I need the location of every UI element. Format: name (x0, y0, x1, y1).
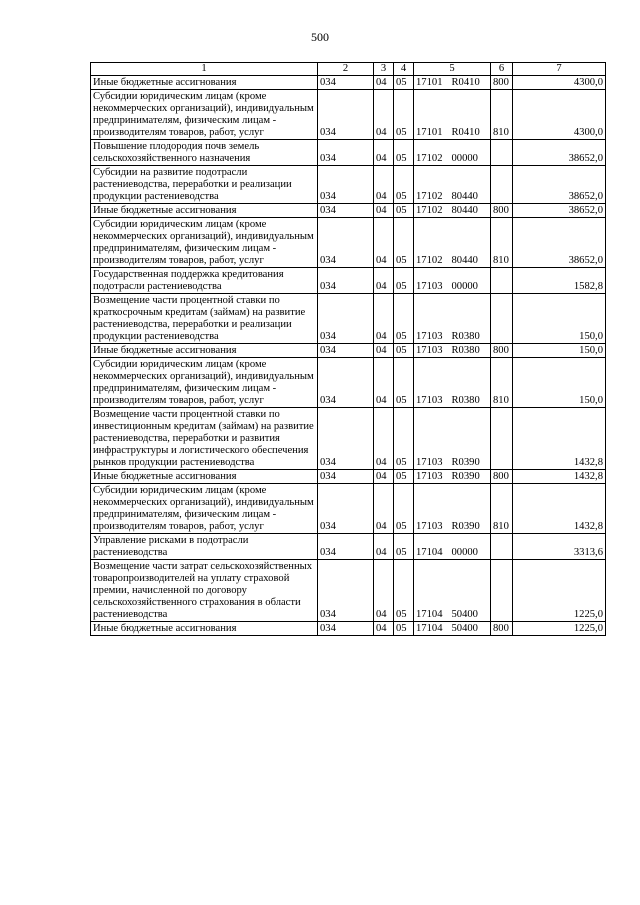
target-article-program: 17103 (416, 345, 443, 356)
header-cell-1: 1 (91, 63, 318, 76)
row-sum-cell: 4300,0 (513, 90, 606, 140)
row-target-article-cell (414, 166, 491, 204)
row-sum-cell: 38652,0 (513, 166, 606, 204)
header-cell-4: 4 (394, 63, 414, 76)
row-ministry-cell: 034 (318, 204, 374, 218)
table-row (91, 268, 606, 294)
table-row (91, 534, 606, 560)
row-ministry-cell: 034 (318, 560, 374, 622)
target-article-program: 17101 (416, 77, 443, 88)
row-name-cell: Возмещение части затрат сельскохозяйственных товаропроизводителей на уплату страховой премии, начисленной по договору сельскохозяйственного страхования в области растениеводства (91, 560, 318, 622)
row-target-article-cell (414, 408, 491, 470)
row-subsection-cell: 05 (394, 90, 414, 140)
row-section-cell: 04 (374, 484, 394, 534)
row-subsection-cell: 05 (394, 294, 414, 344)
row-subsection-cell: 05 (394, 204, 414, 218)
table-row (91, 76, 606, 90)
table-row (91, 622, 606, 636)
target-article-direction: 80440 (451, 191, 478, 202)
row-name-cell: Иные бюджетные ассигнования (91, 344, 318, 358)
row-expense-type-cell: 800 (491, 622, 513, 636)
target-article-direction: R0390 (451, 457, 480, 468)
table-row (91, 218, 606, 268)
table-row (91, 166, 606, 204)
row-ministry-cell: 034 (318, 344, 374, 358)
header-cell-3: 3 (374, 63, 394, 76)
table-row (91, 294, 606, 344)
row-name-cell: Возмещение части процентной ставки по инвестиционным кредитам (займам) на развитие растениеводства, переработки и развития инфраструктуры и логистического обеспечения рынков продукции растениеводства (91, 408, 318, 470)
row-expense-type-cell: 800 (491, 344, 513, 358)
row-expense-type-cell (491, 140, 513, 166)
row-section-cell: 04 (374, 470, 394, 484)
target-article-program: 17103 (416, 281, 443, 292)
row-target-article-cell (414, 268, 491, 294)
table-row (91, 484, 606, 534)
row-ministry-cell: 034 (318, 484, 374, 534)
row-ministry-cell: 034 (318, 268, 374, 294)
table-header-row (91, 63, 606, 76)
row-expense-type-cell: 800 (491, 470, 513, 484)
row-target-article-cell (414, 560, 491, 622)
row-subsection-cell: 05 (394, 358, 414, 408)
target-article-program: 17102 (416, 153, 443, 164)
row-ministry-cell: 034 (318, 622, 374, 636)
row-target-article-cell (414, 140, 491, 166)
header-cell-7: 7 (513, 63, 606, 76)
table-row (91, 408, 606, 470)
target-article-program: 17104 (416, 623, 443, 634)
row-expense-type-cell: 810 (491, 358, 513, 408)
row-section-cell: 04 (374, 560, 394, 622)
target-article-program: 17104 (416, 609, 443, 620)
row-sum-cell: 150,0 (513, 358, 606, 408)
table-row (91, 204, 606, 218)
row-section-cell: 04 (374, 358, 394, 408)
row-ministry-cell: 034 (318, 76, 374, 90)
target-article-direction: 50400 (451, 623, 478, 634)
target-article-direction: R0380 (451, 395, 480, 406)
row-expense-type-cell: 800 (491, 204, 513, 218)
target-article-direction: R0390 (451, 521, 480, 532)
row-subsection-cell: 05 (394, 166, 414, 204)
budget-table (90, 62, 606, 636)
target-article-program: 17103 (416, 395, 443, 406)
row-sum-cell: 150,0 (513, 294, 606, 344)
row-expense-type-cell (491, 408, 513, 470)
target-article-program: 17103 (416, 471, 443, 482)
row-name-cell: Управление рисками в подотрасли растениеводства (91, 534, 318, 560)
row-sum-cell: 1225,0 (513, 560, 606, 622)
row-section-cell: 04 (374, 166, 394, 204)
table-row (91, 344, 606, 358)
row-ministry-cell: 034 (318, 470, 374, 484)
row-name-cell: Субсидии юридическим лицам (кроме некоммерческих организаций), индивидуальным предпринимателям, физическим лицам - производителям товаров, работ, услуг (91, 358, 318, 408)
row-subsection-cell: 05 (394, 76, 414, 90)
row-section-cell: 04 (374, 76, 394, 90)
row-target-article-cell (414, 76, 491, 90)
row-section-cell: 04 (374, 408, 394, 470)
row-section-cell: 04 (374, 534, 394, 560)
row-expense-type-cell (491, 294, 513, 344)
row-expense-type-cell (491, 534, 513, 560)
row-subsection-cell: 05 (394, 622, 414, 636)
table-row (91, 358, 606, 408)
row-expense-type-cell (491, 560, 513, 622)
row-subsection-cell: 05 (394, 344, 414, 358)
row-section-cell: 04 (374, 622, 394, 636)
header-cell-5: 5 (414, 63, 491, 76)
row-target-article-cell (414, 344, 491, 358)
row-sum-cell: 38652,0 (513, 218, 606, 268)
row-target-article-cell (414, 218, 491, 268)
row-name-cell: Субсидии юридическим лицам (кроме некоммерческих организаций), индивидуальным предпринимателям, физическим лицам - производителям товаров, работ, услуг (91, 484, 318, 534)
table-row (91, 140, 606, 166)
row-target-article-cell (414, 470, 491, 484)
target-article-program: 17103 (416, 331, 443, 342)
row-subsection-cell: 05 (394, 408, 414, 470)
row-name-cell: Иные бюджетные ассигнования (91, 204, 318, 218)
target-article-direction: 50400 (451, 609, 478, 620)
row-target-article-cell (414, 534, 491, 560)
row-sum-cell: 1432,8 (513, 470, 606, 484)
row-ministry-cell: 034 (318, 218, 374, 268)
row-target-article-cell (414, 358, 491, 408)
target-article-direction: 00000 (451, 153, 478, 164)
row-name-cell: Иные бюджетные ассигнования (91, 622, 318, 636)
target-article-direction: R0380 (451, 345, 480, 356)
row-ministry-cell: 034 (318, 358, 374, 408)
row-sum-cell: 38652,0 (513, 204, 606, 218)
target-article-direction: R0390 (451, 471, 480, 482)
row-name-cell: Государственная поддержка кредитования подотрасли растениеводства (91, 268, 318, 294)
row-section-cell: 04 (374, 90, 394, 140)
row-subsection-cell: 05 (394, 534, 414, 560)
row-target-article-cell (414, 90, 491, 140)
row-expense-type-cell: 800 (491, 76, 513, 90)
target-article-program: 17101 (416, 127, 443, 138)
row-section-cell: 04 (374, 204, 394, 218)
header-cell-6: 6 (491, 63, 513, 76)
row-sum-cell: 38652,0 (513, 140, 606, 166)
target-article-direction: R0410 (451, 77, 480, 88)
row-expense-type-cell (491, 166, 513, 204)
row-section-cell: 04 (374, 218, 394, 268)
row-subsection-cell: 05 (394, 484, 414, 534)
row-sum-cell: 1432,8 (513, 408, 606, 470)
row-expense-type-cell (491, 268, 513, 294)
row-expense-type-cell: 810 (491, 218, 513, 268)
row-section-cell: 04 (374, 140, 394, 166)
row-subsection-cell: 05 (394, 470, 414, 484)
row-subsection-cell: 05 (394, 560, 414, 622)
row-target-article-cell (414, 294, 491, 344)
row-sum-cell: 1582,8 (513, 268, 606, 294)
row-sum-cell: 1432,8 (513, 484, 606, 534)
row-sum-cell: 3313,6 (513, 534, 606, 560)
row-ministry-cell: 034 (318, 90, 374, 140)
row-sum-cell: 150,0 (513, 344, 606, 358)
row-ministry-cell: 034 (318, 408, 374, 470)
row-section-cell: 04 (374, 294, 394, 344)
row-ministry-cell: 034 (318, 294, 374, 344)
table-row (91, 560, 606, 622)
page-number: 500 (311, 30, 329, 44)
row-name-cell: Субсидии юридическим лицам (кроме некоммерческих организаций), индивидуальным предпринимателям, физическим лицам - производителям товаров, работ, услуг (91, 90, 318, 140)
target-article-direction: 80440 (451, 255, 478, 266)
target-article-program: 17104 (416, 547, 443, 558)
row-section-cell: 04 (374, 268, 394, 294)
target-article-program: 17102 (416, 205, 443, 216)
row-expense-type-cell: 810 (491, 90, 513, 140)
target-article-direction: 00000 (451, 547, 478, 558)
row-name-cell: Иные бюджетные ассигнования (91, 470, 318, 484)
target-article-direction: 00000 (451, 281, 478, 292)
row-name-cell: Иные бюджетные ассигнования (91, 76, 318, 90)
row-expense-type-cell: 810 (491, 484, 513, 534)
target-article-program: 17102 (416, 191, 443, 202)
table-row (91, 470, 606, 484)
target-article-program: 17103 (416, 521, 443, 532)
target-article-direction: R0410 (451, 127, 480, 138)
target-article-direction: R0380 (451, 331, 480, 342)
row-subsection-cell: 05 (394, 268, 414, 294)
header-cell-2: 2 (318, 63, 374, 76)
table-row (91, 90, 606, 140)
row-ministry-cell: 034 (318, 140, 374, 166)
target-article-program: 17103 (416, 457, 443, 468)
row-ministry-cell: 034 (318, 166, 374, 204)
target-article-direction: 80440 (451, 205, 478, 216)
row-target-article-cell (414, 622, 491, 636)
row-subsection-cell: 05 (394, 140, 414, 166)
row-ministry-cell: 034 (318, 534, 374, 560)
row-target-article-cell (414, 484, 491, 534)
row-name-cell: Возмещение части процентной ставки по краткосрочным кредитам (займам) на развитие растениеводства, переработки и реализации продукции растениеводства (91, 294, 318, 344)
row-section-cell: 04 (374, 344, 394, 358)
row-sum-cell: 4300,0 (513, 76, 606, 90)
row-name-cell: Субсидии юридическим лицам (кроме некоммерческих организаций), индивидуальным предпринимателям, физическим лицам - производителям товаров, работ, услуг (91, 218, 318, 268)
row-subsection-cell: 05 (394, 218, 414, 268)
target-article-program: 17102 (416, 255, 443, 266)
row-sum-cell: 1225,0 (513, 622, 606, 636)
row-target-article-cell (414, 204, 491, 218)
row-name-cell: Повышение плодородия почв земель сельскохозяйственного назначения (91, 140, 318, 166)
row-name-cell: Субсидии на развитие подотрасли растениеводства, переработки и реализации продукции растениеводства (91, 166, 318, 204)
